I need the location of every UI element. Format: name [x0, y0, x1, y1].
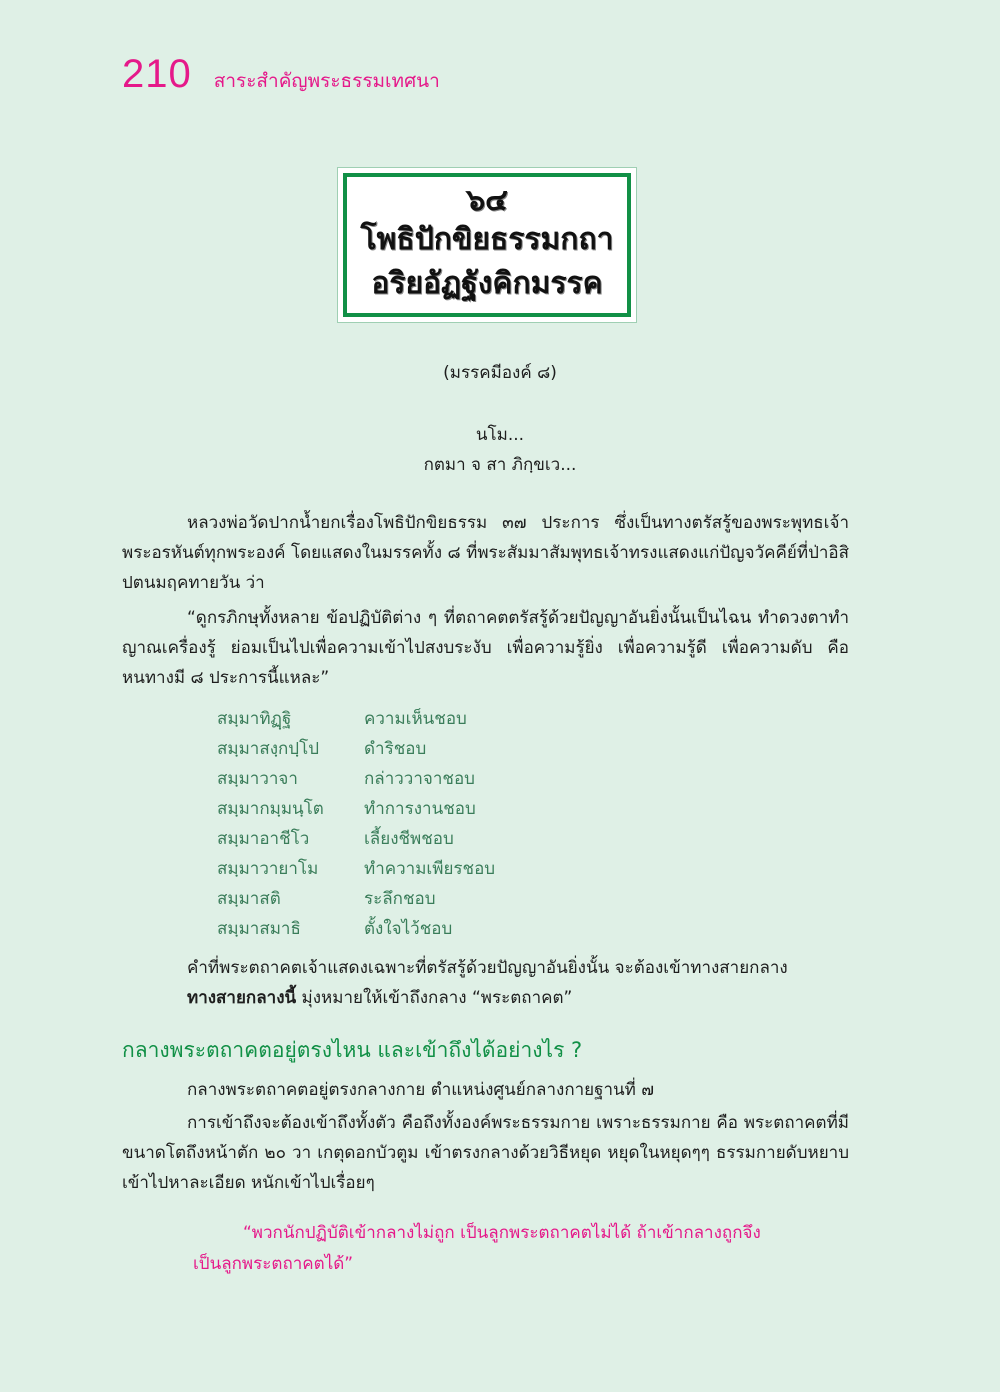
list-item	[217, 914, 495, 944]
path-thai-meaning: กล่าววาจาชอบ	[364, 769, 475, 789]
list-item	[217, 734, 495, 764]
middle-way-rest: มุ่งหมายให้เข้าถึงกลาง “พระตถาคต”	[296, 988, 573, 1008]
list-item	[217, 764, 495, 794]
path-thai-meaning: ดำริชอบ	[364, 739, 427, 759]
paragraph-buddha-quote: “ดูกรภิกษุทั้งหลาย ข้อปฏิบัติต่าง ๆ ที่ตถาคตตรัสรู้ด้วยปัญญาอันยิ่งนั้นเป็นไฉน ทำดวงตาทำญาณเครื่องรู้ ย่อมเป็นไปเพื่อความเข้าไปสงบระงับ เพื่อความรู้ยิ่ง เพื่อความรู้ดี เพื่อความดับ คือ หนทางมี ๘ ประการนี้แหละ”	[122, 608, 849, 688]
path-pali-term: สมฺมากมฺมนฺโต	[217, 799, 324, 819]
path-pali-term: สมฺมาสงฺกปฺโป	[217, 739, 320, 759]
path-thai-meaning: ทำความเพียรชอบ	[364, 859, 496, 879]
path-thai-meaning: ทำการงานชอบ	[364, 799, 476, 819]
quote-line1: “พวกนักปฏิบัติเข้ากลางไม่ถูก เป็นลูกพระตถาคตไม่ได้ ถ้าเข้ากลางถูกจึง	[243, 1223, 761, 1243]
list-item	[217, 884, 495, 914]
path-pali-term: สมฺมาวายาโม	[217, 859, 319, 879]
quote-line2: เป็นลูกพระตถาคตได้”	[193, 1254, 354, 1274]
paragraph-location: กลางพระตถาคตอยู่ตรงกลางกาย ตำแหน่งศูนย์กลางกายฐานที่ ๗	[187, 1080, 655, 1100]
path-thai-meaning: ตั้งใจไว้ชอบ	[364, 919, 453, 939]
chapter-number: ๖๔	[466, 183, 508, 218]
highlight-quote	[193, 1218, 833, 1280]
eightfold-path-list	[217, 704, 495, 944]
paragraph-middle-way	[122, 953, 849, 1013]
path-pali-term: สมฺมาสติ	[217, 889, 281, 909]
list-item	[217, 854, 495, 884]
path-thai-meaning: เลี้ยงชีพชอบ	[364, 829, 454, 849]
path-pali-term: สมฺมาอาชีโว	[217, 829, 310, 849]
invocation-line1: นโม...	[475, 425, 525, 445]
page-number: 210	[122, 52, 192, 96]
list-item	[217, 824, 495, 854]
invocation-line2: กตมา จ สา ภิกฺขเว...	[423, 455, 577, 475]
path-pali-term: สมฺมาทิฏฺฐิ	[217, 709, 292, 729]
path-pali-term: สมฺมาวาจา	[217, 769, 298, 789]
middle-way-line2	[187, 983, 849, 1013]
chapter-title-box	[337, 167, 637, 323]
list-item	[217, 704, 495, 734]
chapter-subtitle: (มรรคมีองค์ ๘)	[443, 363, 557, 383]
paragraph-intro: หลวงพ่อวัดปากน้ำยกเรื่องโพธิปักขิยธรรม ๓๗ ประการ ซึ่งเป็นทางตรัสรู้ของพระพุทธเจ้าพระอรหันต์ทุกพระองค์ โดยแสดงในมรรคทั้ง ๘ ที่พระสัมมาสัมพุทธเจ้าทรงแสดงแก่ปัญจวัคคีย์ที่ป่าอิสิปตนมฤคทายวัน ว่า	[122, 513, 849, 593]
paragraph-attainment: การเข้าถึงจะต้องเข้าถึงทั้งตัว คือถึงทั้งองค์พระธรรมกาย เพราะธรรมกาย คือ พระตถาคตที่มีขนาดโตถึงหน้าตัก ๒๐ วา เกตุดอกบัวตูม เข้าตรงกลางด้วยวิธีหยุด หยุดในหยุดๆๆ ธรรมกายดับหยาบเข้าไปหาละเอียด หนักเข้าไปเรื่อยๆ	[122, 1113, 849, 1193]
page-header	[122, 52, 440, 97]
middle-way-line1: คำที่พระตถาคตเจ้าแสดงเฉพาะที่ตรัสรู้ด้วยปัญญาอันยิ่งนั้น จะต้องเข้าทางสายกลาง	[187, 958, 788, 978]
chapter-title-frame	[343, 173, 631, 317]
book-title: สาระสำคัญพระธรรมเทศนา	[213, 70, 440, 92]
path-thai-meaning: ความเห็นชอบ	[364, 709, 467, 729]
section-heading: กลางพระตถาคตอยู่ตรงไหน และเข้าถึงได้อย่างไร ?	[122, 1038, 583, 1062]
list-item	[217, 794, 495, 824]
chapter-title-line2: อริยอัฏฐังคิกมรรค	[371, 266, 603, 301]
middle-way-bold: ทางสายกลางนี้	[187, 988, 297, 1008]
chapter-title-line1: โพธิปักขิยธรรมกถา	[360, 222, 614, 257]
path-thai-meaning: ระลึกชอบ	[364, 889, 436, 909]
path-pali-term: สมฺมาสมาธิ	[217, 919, 301, 939]
